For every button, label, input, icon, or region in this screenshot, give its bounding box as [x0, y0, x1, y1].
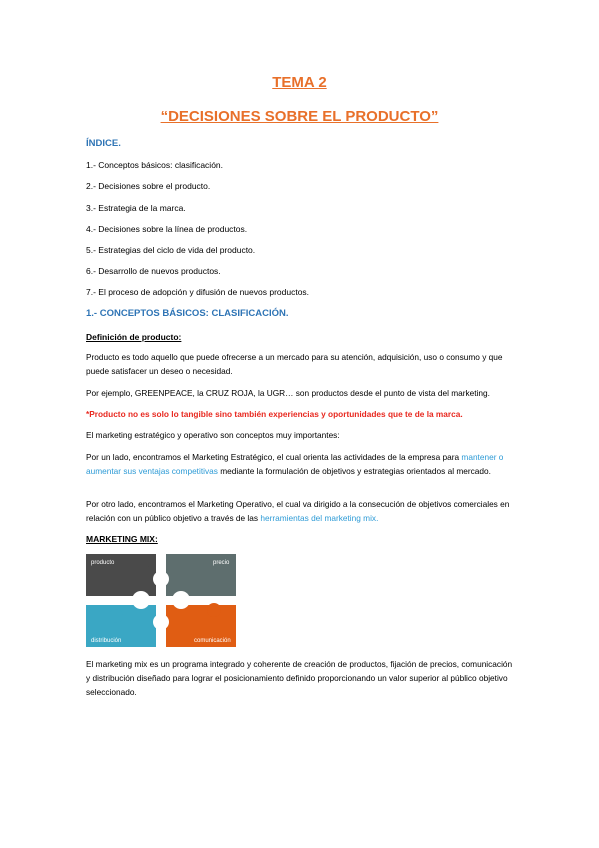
highlight-text: herramientas del marketing mix. [260, 513, 379, 523]
paragraph-marketing-operativo [86, 497, 518, 525]
marketing-mix-heading: MARKETING MIX: [86, 534, 158, 544]
definition-heading: Definición de producto: [86, 332, 182, 342]
puzzle-label-producto: producto [91, 560, 115, 566]
puzzle-label-comunicacion: comunicación [194, 638, 231, 644]
paragraph-definition: Producto es todo aquello que puede ofrecerse a un mercado para su atención, adquisición, uso o consumo y que puede satisfacer un deseo o necesidad. [86, 352, 503, 376]
paragraph-marketing-intro: El marketing estratégico y operativo son conceptos muy importantes: [86, 430, 340, 440]
index-item: 7.- El proceso de adopción y difusión de nuevos productos. [86, 287, 310, 297]
section-heading: 1.- CONCEPTOS BÁSICOS: CLASIFICACIÓN. [86, 308, 289, 319]
index-item: 1.- Conceptos básicos: clasificación. [86, 160, 224, 170]
text-run: Por otro lado, encontramos el Marketing Operativo, el cual va dirigido a la consecución de objetivos comerciales en relación con un público objetivo a través de las [86, 499, 510, 523]
highlight-text: mantener o aumentar sus ventajas competitivas [86, 452, 504, 476]
index-heading: ÍNDICE. [86, 138, 121, 149]
paragraph-marketing-estrategico [86, 450, 518, 478]
document-title: TEMA 2 [272, 74, 327, 91]
text-run: mediante la formulación de objetivos y estrategias orientados al mercado. [217, 466, 491, 476]
index-item: 6.- Desarrollo de nuevos productos. [86, 266, 221, 276]
index-item: 4.- Decisiones sobre la línea de productos. [86, 224, 248, 234]
puzzle-label-distribucion: distribución [91, 638, 122, 644]
document-subtitle: “DECISIONES SOBRE EL PRODUCTO” [160, 108, 439, 125]
paragraph-marketing-mix: El marketing mix es un programa integrado y coherente de creación de productos, fijación de precios, comunicación y distribución diseñado para lograr el posicionamiento definido proporcionando un valor superior al público objetivo seleccionado. [86, 659, 513, 697]
paragraph-note: *Producto no es solo lo tangible sino también experiencias y oportunidades que te de la marca. [86, 409, 463, 419]
index-item: 2.- Decisiones sobre el producto. [86, 181, 211, 191]
paragraph-examples: Por ejemplo, GREENPEACE, la CRUZ ROJA, la UGR… son productos desde el punto de vista del marketing. [86, 388, 490, 398]
index-item: 5.- Estrategias del ciclo de vida del producto. [86, 245, 256, 255]
index-item: 3.- Estrategia de la marca. [86, 203, 186, 213]
puzzle-label-precio: precio [213, 560, 230, 566]
text-run: Por un lado, encontramos el Marketing Estratégico, el cual orienta las actividades de la empresa para [86, 452, 460, 462]
marketing-mix-puzzle-image [86, 554, 236, 647]
